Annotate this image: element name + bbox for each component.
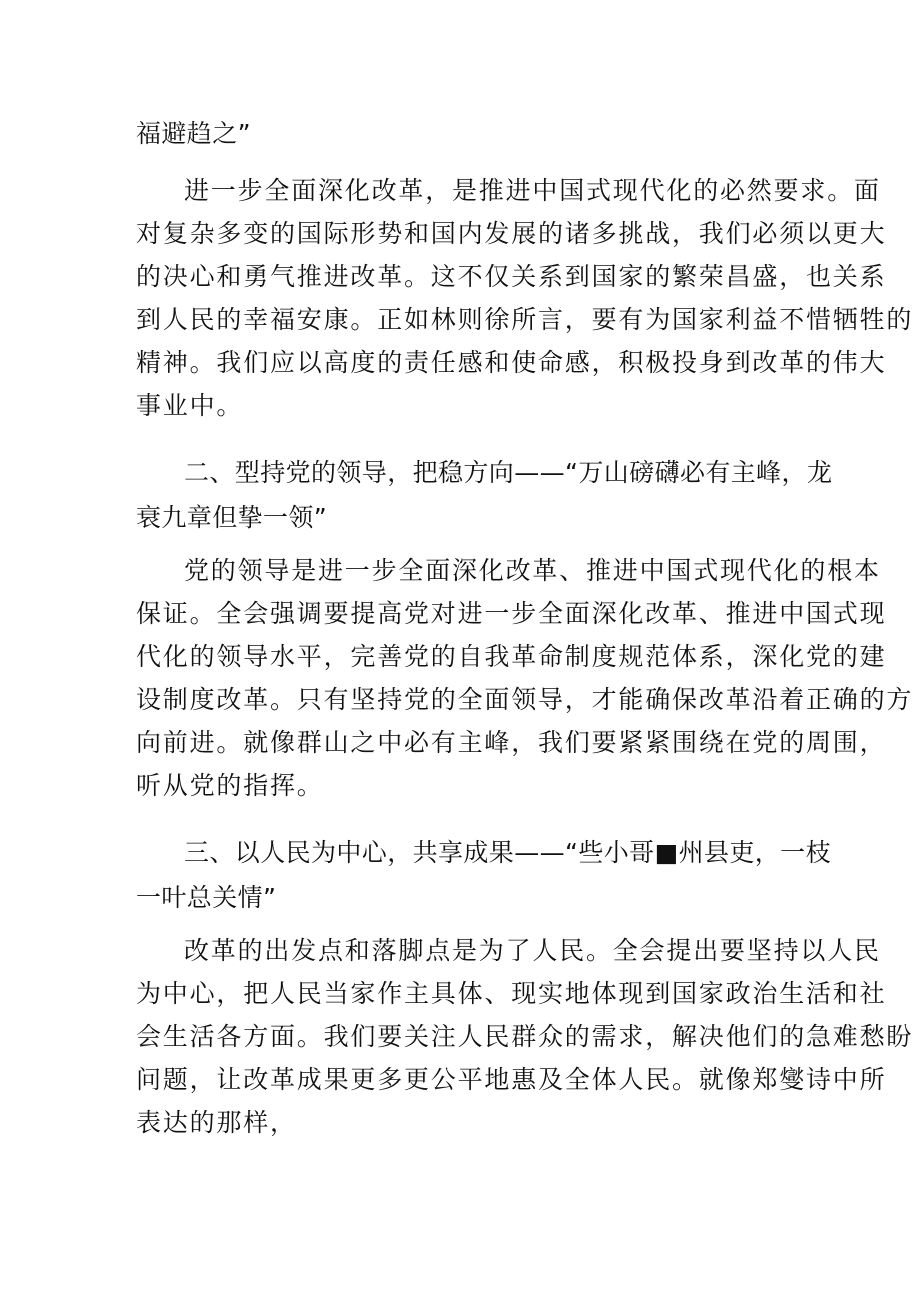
paragraph-3-line-5: 表达的那样， (136, 1108, 297, 1137)
section-heading-3-line-2: 一叶总关情” (136, 883, 277, 912)
paragraph-1-line-1: 进一步全面深化改革，是推进中国式现代化的必然要求。面 (184, 176, 881, 205)
paragraph-2-line-2: 保证。全会强调要提高党对进一步全面深化改革、推进中国式现 (136, 599, 887, 628)
paragraph-2-line-3: 代化的领导水平，完善党的自我革命制度规范体系，深化党的建 (136, 642, 887, 671)
paragraph-3-line-2: 为中心，把人民当家作主具体、现实地体现到国家政治生活和社 (136, 979, 887, 1008)
paragraph-2-line-4: 设制度改革。只有坚持党的全面领导，才能确保改革沿着正确的方 (136, 685, 914, 714)
section-heading-3-line-1: 三、以人民为中心，共享成果——“些小哥■州县吏，一枝 (184, 838, 831, 867)
paragraph-1-line-4: 到人民的幸福安康。正如林则徐所言，要有为国家利益不惜牺牲的 (136, 305, 914, 334)
section-heading-2-line-1: 二、型持党的领导，把稳方向——“万山磅礴必有主峰，龙 (184, 458, 833, 487)
paragraph-1-line-6: 事业中。 (136, 391, 244, 420)
paragraph-3-line-4: 问题，让改革成果更多更公平地惠及全体人民。就像郑燮诗中所 (136, 1065, 887, 1094)
paragraph-3-line-1: 改革的出发点和落脚点是为了人民。全会提出要坚持以人民 (184, 936, 881, 965)
paragraph-1-line-2: 对复杂多变的国际形势和国内发展的诸多挑战，我们必须以更大 (136, 219, 887, 248)
previous-heading-fragment: 福避趋之” (136, 119, 251, 148)
paragraph-3-line-3: 会生活各方面。我们要关注人民群众的需求，解决他们的急难愁盼 (136, 1022, 914, 1051)
paragraph-2-line-1: 党的领导是进一步全面深化改革、推进中国式现代化的根本 (184, 556, 881, 585)
section-heading-2-line-2: 衰九章但挚一领” (136, 503, 328, 532)
paragraph-1-line-3: 的决心和勇气推进改革。这不仅关系到国家的繁荣昌盛，也关系 (136, 262, 887, 291)
paragraph-2-line-5: 向前进。就像群山之中必有主峰，我们要紧紧围绕在党的周围， (136, 728, 887, 757)
paragraph-2-line-6: 听从党的指挥。 (136, 771, 324, 800)
paragraph-1-line-5: 精神。我们应以高度的责任感和使命感，积极投身到改革的伟大 (136, 348, 887, 377)
